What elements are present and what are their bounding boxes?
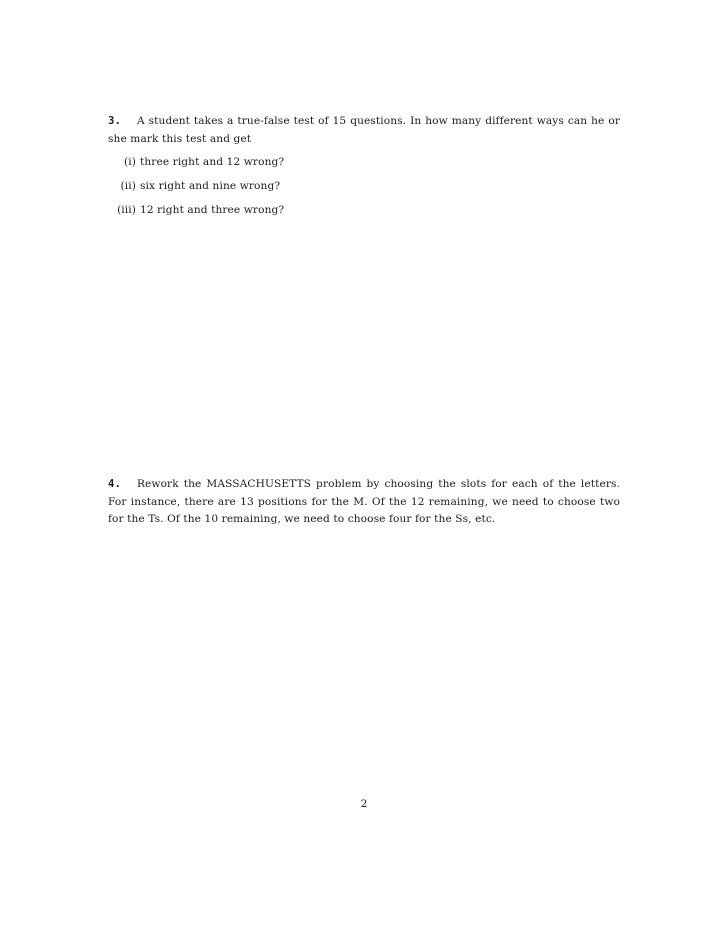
problem-4-paragraph — [108, 476, 620, 529]
subitem-label: (ii) — [120, 180, 136, 192]
page-number: 2 — [360, 798, 368, 810]
problem-4-text: Rework the MASSACHUSETTS problem by choosing the slots for each of the letters. For instance, there are 13 positions for the M. Of the 12 remaining, we need to choose two for the Ts. Of the 10 remaining, we need to choose four for the Ss, etc. — [108, 478, 620, 525]
problem-3-paragraph — [108, 113, 620, 148]
subitem-iii — [108, 202, 620, 220]
problem-4 — [108, 476, 620, 529]
subitem-label: (iii) — [117, 204, 136, 216]
subitem-text: 12 right and three wrong? — [140, 204, 285, 216]
subitem-text: three right and 12 wrong? — [140, 156, 285, 168]
subitem-label: (i) — [124, 156, 136, 168]
subitem-text: six right and nine wrong? — [140, 180, 281, 192]
problem-3 — [108, 113, 620, 226]
problem-3-subitems — [108, 154, 620, 220]
problem-3-text: A student takes a true-false test of 15 questions. In how many different ways can he or she mark this test and get — [108, 115, 620, 145]
problem-3-number: 3. — [108, 115, 121, 127]
problem-4-number: 4. — [108, 478, 121, 490]
subitem-ii — [108, 178, 620, 196]
subitem-i — [108, 154, 620, 172]
